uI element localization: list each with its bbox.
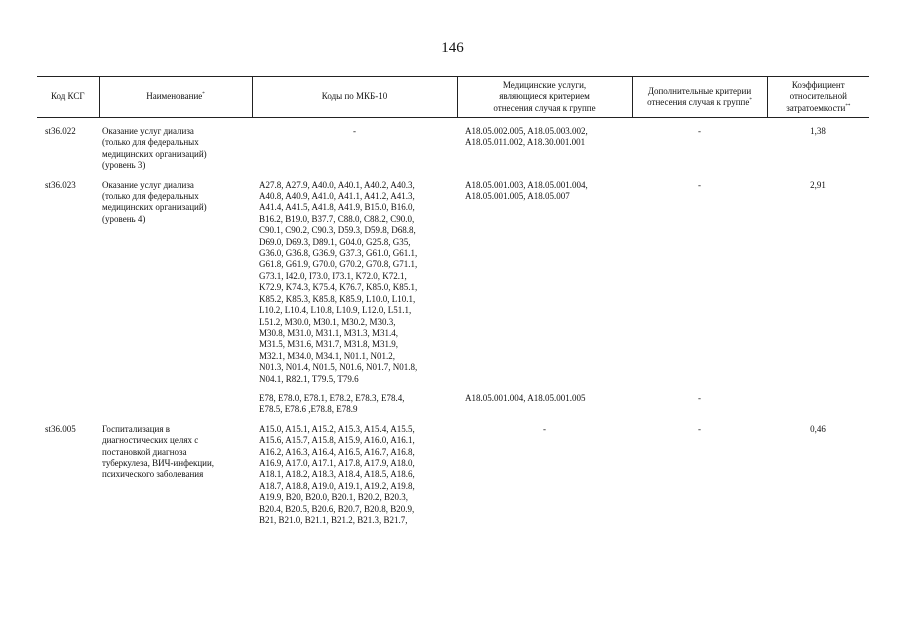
extra-criteria: - [698,126,701,136]
mkb-codes-line: A18.7, A18.8, A19.0, A19.1, A19.2, A19.8, [259,480,415,491]
table-row [37,118,869,172]
mkb-codes-line: L10.2, L10.4, L10.8, L10.9, L12.0, L51.1, [259,305,412,316]
mkb-codes-line: L51.2, M30.0, M30.1, M30.2, M30.3, [259,316,396,327]
mkb-codes [252,172,457,385]
mkb-codes-line: A15.0, A15.1, A15.2, A15.3, A15.4, A15.5, [259,423,415,434]
mkb-codes [252,118,457,172]
ksg-name-line: Оказание услуг диализа [102,179,194,190]
ksg-name-line: медицинских организаций) [102,202,207,213]
mkb-codes-line: E78.5, E78.6 ,E78.8, E78.9 [259,404,358,415]
mkb-codes-line: G36.0, G36.8, G36.9, G37.3, G61.0, G61.1, [259,248,418,259]
mkb-codes-line: A15.6, A15.7, A15.8, A15.9, A16.0, A16.1, [259,435,415,446]
medical-services-line: A18.05.001.003, A18.05.001.004, [465,179,588,190]
mkb-codes-line: K85.2, K85.3, K85.8, K85.9, L10.0, L10.1, [259,293,416,304]
mkb-codes-line: A16.9, A17.0, A17.1, A17.8, A17.9, A18.0, [259,457,415,468]
mkb-codes [252,416,457,527]
ksg-name-line: (только для федеральных [102,191,199,202]
ksg-name-line: диагностических целях с [102,435,199,446]
medical-services-line: A18.05.001.004, A18.05.001.005 [465,392,586,403]
table-header [37,77,869,118]
ksg-name-line: туберкулеза, ВИЧ-инфекции, [102,457,215,468]
page-number: 146 [441,40,464,56]
mkb-codes-line: M32.1, M34.0, M34.1, N01.1, N01.2, [259,350,396,361]
extra-criteria: - [698,392,701,403]
mkb-codes-line: A27.8, A27.9, A40.0, A40.1, A40.2, A40.3, [259,179,415,190]
ksg-name [99,416,252,527]
medical-services [457,172,632,385]
header-name: Наименование* [99,77,252,118]
ksg-name [99,385,252,416]
ksg-code [37,385,99,416]
mkb-codes-line: M31.5, M31.6, M31.7, M31.8, M31.9, [259,339,399,350]
medical-services-line: A18.05.002.005, A18.05.003.002, [465,126,588,136]
mkb-codes-line: G61.8, G61.9, G70.0, G70.2, G70.8, G71.1, [259,259,418,270]
ksg-code: st36.023 [45,179,76,190]
table-row [37,416,869,527]
medical-services [457,118,632,172]
mkb-codes-line: G73.1, I42.0, I73.0, I73.1, K72.0, K72.1, [259,270,407,281]
medical-services [457,385,632,416]
ksg-name [99,172,252,385]
table-row [37,385,869,416]
mkb-codes-line: K72.9, K74.3, K75.4, K76.7, K85.0, K85.1, [259,282,418,293]
extra-criteria: - [698,423,701,434]
mkb-codes-line: A41.4, A41.5, A41.8, A41.9, B15.0, B16.0, [259,202,415,213]
mkb-codes-line: E78, E78.0, E78.1, E78.2, E78.3, E78.4, [259,392,405,403]
coefficient: 2,91 [810,179,826,190]
header-coefficient: Коэффициент относительной затратоемкости** [767,77,869,118]
ksg-name-line: Оказание услуг диализа [102,126,194,136]
header-extra-criteria: Дополнительные критерии отнесения случая к группе* [632,77,767,118]
medical-services-line: - [543,423,546,434]
coefficient [767,385,869,416]
extra-criteria: - [698,179,701,190]
medical-services [457,416,632,527]
ksg-name-line: психического заболевания [102,469,204,480]
ksg-name-line: постановкой диагноза [102,446,187,457]
mkb-codes-line: C90.1, C90.2, C90.3, D59.3, D59.8, D68.8, [259,225,416,236]
ksg-name-line: (только для федеральных [102,137,199,148]
ksg-code: st36.005 [45,423,76,434]
medical-services-line: A18.05.001.005, A18.05.007 [465,191,570,202]
mkb-codes-line: M30.8, M31.0, M31.1, M31.3, M31.4, [259,327,399,338]
ksg-name-line: медицинских организаций) [102,148,207,159]
mkb-codes-line: A19.9, B20, B20.0, B20.1, B20.2, B20.3, [259,492,409,503]
mkb-codes-line: A18.1, A18.2, A18.3, A18.4, A18.5, A18.6, [259,469,415,480]
ksg-name-line: (уровень 3) [102,160,146,171]
header-ksg-code: Код КСГ [37,77,99,118]
medical-services-line: A18.05.011.002, A18.30.001.001 [465,137,586,148]
ksg-table [37,76,869,526]
mkb-codes [252,385,457,416]
mkb-codes-line: B16.2, B19.0, B37.7, C88.0, C88.2, C90.0, [259,213,415,224]
mkb-codes-line: N04.1, R82.1, T79.5, T79.6 [259,373,359,384]
mkb-codes-line: A16.2, A16.3, A16.4, A16.5, A16.7, A16.8, [259,446,415,457]
table-body [37,118,869,527]
header-mkb-codes: Коды по МКБ-10 [252,77,457,118]
mkb-codes-line: B20.4, B20.5, B20.6, B20.7, B20.8, B20.9, [259,503,415,514]
mkb-codes-line: A40.8, A40.9, A41.0, A41.1, A41.2, A41.3, [259,191,415,202]
mkb-codes-line: - [353,126,356,136]
ksg-code: st36.022 [45,126,76,136]
header-medical-services: Медицинские услуги, являющиеся критерием отнесения случая к группе [457,77,632,118]
mkb-codes-line: D69.0, D69.3, D89.1, G04.0, G25.8, G35, [259,236,411,247]
coefficient: 0,46 [810,423,826,434]
mkb-codes-line: N01.3, N01.4, N01.5, N01.6, N01.7, N01.8, [259,362,418,373]
table-row [37,172,869,385]
ksg-name-line: (уровень 4) [102,213,146,224]
mkb-codes-line: B21, B21.0, B21.1, B21.2, B21.3, B21.7, [259,515,408,525]
ksg-name [99,118,252,172]
ksg-name-line: Госпитализация в [102,423,171,434]
coefficient: 1,38 [810,126,826,136]
